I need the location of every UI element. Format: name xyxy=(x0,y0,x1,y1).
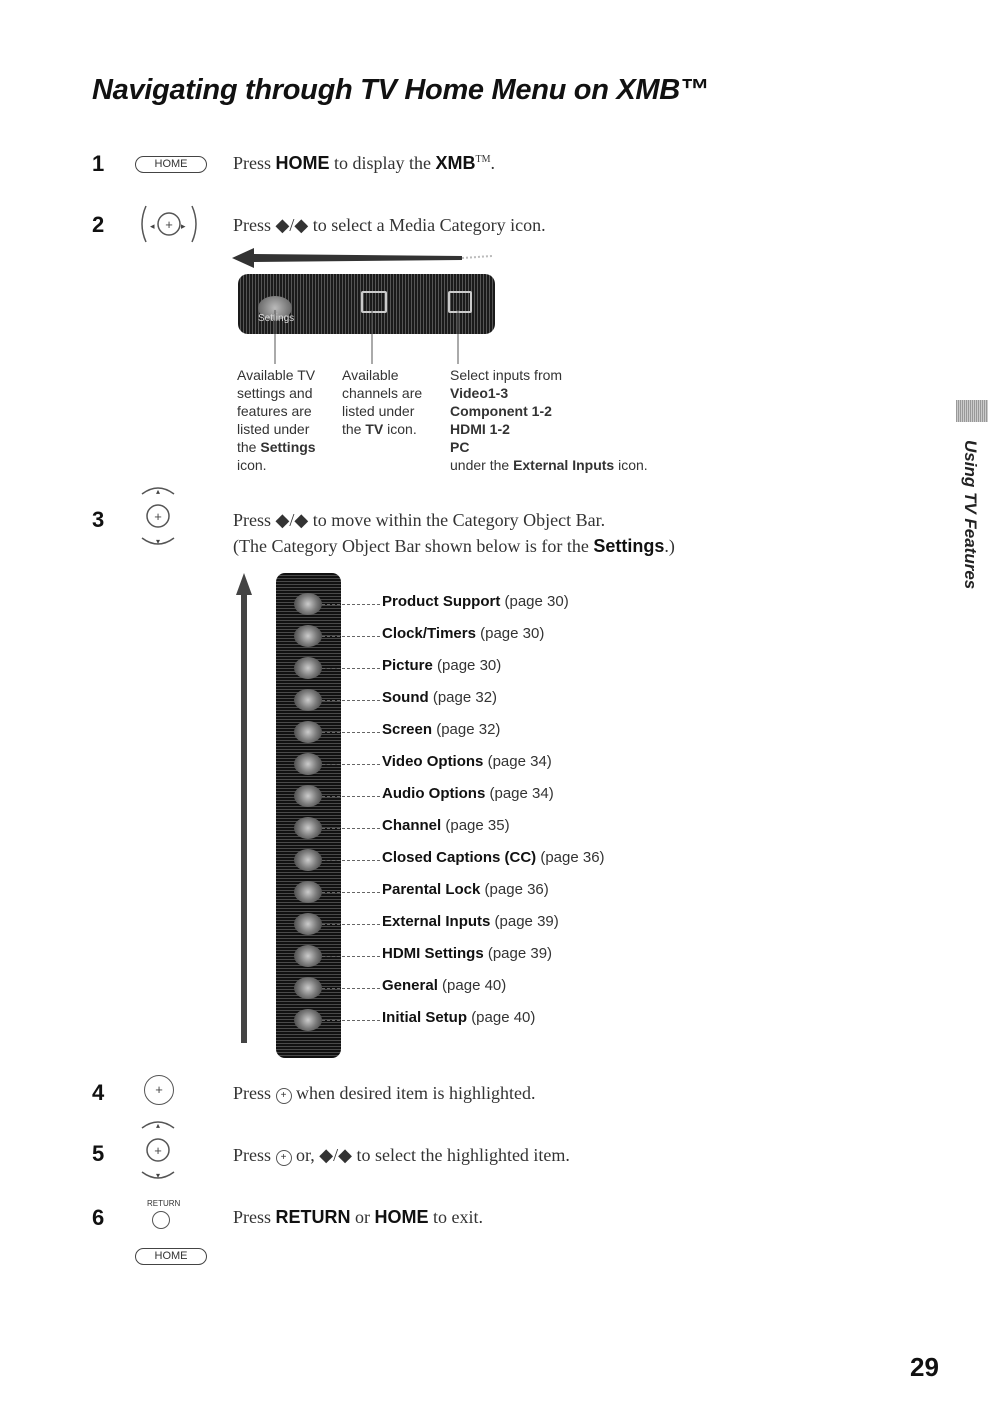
up-down-pad-icon xyxy=(138,480,178,552)
leader-line xyxy=(322,668,380,669)
settings-item-page: (page 32) xyxy=(432,689,498,706)
up-arrow-icon xyxy=(236,573,252,1053)
step-4-text: Press + when desired item is highlighted. xyxy=(233,1083,536,1103)
settings-item-page: (page 39) xyxy=(494,913,559,930)
settings-item-icon xyxy=(294,881,322,903)
settings-item xyxy=(382,817,510,834)
settings-item-name: Video Options xyxy=(382,753,484,770)
settings-item-name: Channel xyxy=(382,817,442,834)
section-tab-marker xyxy=(956,400,988,422)
svg-text:▴: ▴ xyxy=(155,1121,161,1130)
leader-line xyxy=(322,988,380,989)
settings-item xyxy=(382,785,554,802)
leader-line xyxy=(322,956,380,957)
settings-item xyxy=(382,849,605,866)
settings-item xyxy=(382,721,500,738)
step-5-number: 5 xyxy=(92,1141,105,1166)
settings-item-name: Picture xyxy=(382,657,433,674)
svg-text:▸: ▸ xyxy=(181,221,186,231)
svg-text:▾: ▾ xyxy=(155,1171,161,1180)
settings-item-icon xyxy=(294,721,322,743)
settings-item-icon xyxy=(294,625,322,647)
home-button-icon: HOME xyxy=(135,1248,207,1265)
settings-item-icon xyxy=(294,913,322,935)
settings-item-name: Sound xyxy=(382,689,429,706)
settings-item-page: (page 36) xyxy=(540,849,605,866)
settings-item-name: HDMI Settings xyxy=(382,945,484,962)
svg-text:▴: ▴ xyxy=(155,487,161,496)
return-button-icon xyxy=(152,1211,170,1229)
leader-line xyxy=(322,892,380,893)
settings-item xyxy=(382,881,549,898)
step-3-line-2: (The Category Object Bar shown below is for the Settings.) xyxy=(233,536,675,556)
settings-item xyxy=(382,945,552,962)
settings-item xyxy=(382,689,497,706)
settings-item-icon xyxy=(294,1009,322,1031)
settings-item-page: (page 32) xyxy=(436,721,501,738)
settings-item-icon xyxy=(294,593,322,615)
annotation-settings: Available TV settings and features are listed under the Settings icon. xyxy=(237,367,316,473)
settings-item-icon xyxy=(294,945,322,967)
settings-item-page: (page 36) xyxy=(484,881,549,898)
section-tab-label: Using TV Features xyxy=(961,440,980,590)
leader-line xyxy=(322,732,380,733)
up-down-enter-pad-icon xyxy=(138,1114,178,1186)
leader-line xyxy=(322,796,380,797)
settings-item-name: Audio Options xyxy=(382,785,486,802)
settings-item-page: (page 30) xyxy=(480,625,545,642)
settings-item-name: Initial Setup xyxy=(382,1009,468,1026)
settings-item-page: (page 30) xyxy=(437,657,502,674)
page-title: Navigating through TV Home Menu on XMB™ xyxy=(92,74,709,106)
leader-line xyxy=(322,636,380,637)
svg-text:◂: ◂ xyxy=(150,221,155,231)
inline-enter-icon: + xyxy=(276,1088,292,1104)
settings-item-name: External Inputs xyxy=(382,913,491,930)
step-1-text: Press HOME to display the XMB™. xyxy=(233,153,496,173)
settings-item xyxy=(382,1009,535,1026)
settings-item-page: (page 34) xyxy=(487,753,552,770)
settings-item xyxy=(382,977,506,994)
annotation-external-inputs: Select inputs from Video1-3 Component 1-2 HDMI 1-2 PC under the External Inputs icon. xyxy=(450,367,648,473)
leader-line xyxy=(322,828,380,829)
step-2-number: 2 xyxy=(92,212,105,237)
home-button-icon: HOME xyxy=(135,156,207,173)
settings-item-name: Product Support xyxy=(382,593,501,610)
inline-enter-icon: + xyxy=(276,1150,292,1166)
annotation-tv: Available channels are listed under the TV icon. xyxy=(342,367,423,437)
settings-item-icon xyxy=(294,753,322,775)
step-2-text: Press ◆/◆ to select a Media Category icon. xyxy=(233,215,546,235)
settings-item-page: (page 30) xyxy=(504,593,569,610)
step-6-number: 6 xyxy=(92,1205,105,1230)
settings-item-page: (page 34) xyxy=(489,785,554,802)
step-1-number: 1 xyxy=(92,151,105,176)
step-3-number: 3 xyxy=(92,507,105,532)
settings-item-page: (page 39) xyxy=(487,945,553,962)
step-4-number: 4 xyxy=(92,1080,105,1105)
svg-text:+: + xyxy=(154,509,162,524)
page-number: 29 xyxy=(910,1352,939,1382)
leader-line xyxy=(322,604,380,605)
settings-item xyxy=(382,625,544,642)
settings-item-page: (page 40) xyxy=(471,1009,536,1026)
settings-item-name: Parental Lock xyxy=(382,881,481,898)
settings-item-name: Clock/Timers xyxy=(382,625,476,642)
svg-text:+: + xyxy=(154,1143,162,1158)
settings-item-icon xyxy=(294,689,322,711)
leader-line xyxy=(322,700,380,701)
settings-item xyxy=(382,753,552,770)
return-button-label: RETURN xyxy=(147,1199,181,1208)
settings-item-name: Screen xyxy=(382,721,433,738)
leader-line xyxy=(322,764,380,765)
settings-item-page: (page 40) xyxy=(442,977,507,994)
settings-item xyxy=(382,593,569,610)
settings-item-icon xyxy=(294,977,322,999)
step-5-text: Press + or, ◆/◆ to select the highlighted item. xyxy=(233,1145,570,1165)
settings-item-name: Closed Captions (CC) xyxy=(382,849,537,866)
settings-item-page: (page 35) xyxy=(445,817,510,834)
settings-item xyxy=(382,913,559,930)
enter-button-icon: + xyxy=(144,1075,174,1105)
annotation-leaders xyxy=(0,0,998,400)
step-3-line-1: Press ◆/◆ to move within the Category Object Bar. xyxy=(233,510,606,530)
settings-item-icon xyxy=(294,785,322,807)
step-6-text: Press RETURN or HOME to exit. xyxy=(233,1207,484,1227)
svg-text:▾: ▾ xyxy=(155,537,161,546)
settings-item xyxy=(382,657,501,674)
settings-item-icon xyxy=(294,849,322,871)
svg-text:+: + xyxy=(165,217,173,232)
leader-line xyxy=(322,860,380,861)
settings-category-label: Settings xyxy=(258,313,295,324)
leader-line xyxy=(322,924,380,925)
leader-line xyxy=(322,1020,380,1021)
settings-item-icon xyxy=(294,817,322,839)
settings-item-name: General xyxy=(382,977,438,994)
settings-item-icon xyxy=(294,657,322,679)
